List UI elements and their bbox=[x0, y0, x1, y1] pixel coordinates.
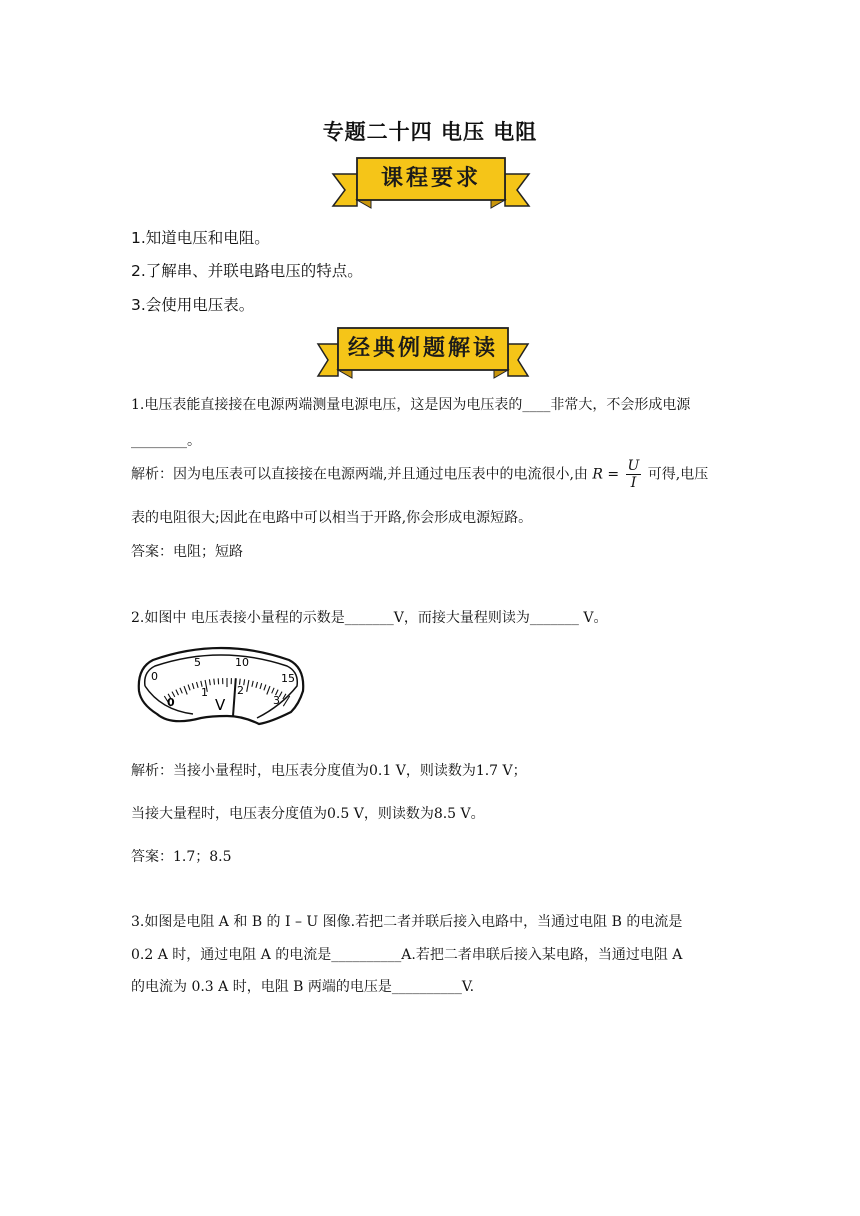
q3-question-cont: 0.2 A 时，通过电阻 A 的电流是__________A.若把二者串联后接入某电路，当通过电阻 A bbox=[131, 947, 683, 963]
q2-analysis: 解析：当接小量程时，电压表分度值为0.1 V，则读数为1.7 V； bbox=[131, 763, 527, 779]
q1-question-cont: ________。 bbox=[131, 433, 201, 449]
q2-question: 2.如图中 电压表接小量程的示数是_______V，而接大量程则读为_______ V。 bbox=[131, 610, 608, 626]
formula-numerator: U bbox=[627, 458, 640, 474]
q1-analysis bbox=[131, 458, 708, 491]
scale-label-big: 5 bbox=[194, 656, 201, 669]
formula-denominator: I bbox=[630, 475, 637, 491]
q1-analysis-text-end: 可得,电压 bbox=[643, 466, 709, 483]
scale-label-small: 3 bbox=[273, 694, 280, 707]
q3-question-cont: 的电流为 0.3 A 时，电阻 B 两端的电压是__________V. bbox=[131, 979, 475, 995]
q1-analysis-text: 解析：因为电压表可以直接接在电源两端,并且通过电压表中的电流很小,由 bbox=[131, 466, 593, 483]
scale-label-big: 10 bbox=[235, 656, 249, 669]
formula-r: R bbox=[592, 466, 603, 483]
scale-label-big: 15 bbox=[281, 672, 295, 685]
unit-label: V bbox=[215, 696, 226, 714]
q3-question: 3.如图是电阻 A 和 B 的 I – U 图像.若把二者并联后接入电路中，当通过电阻 B 的电流是 bbox=[131, 914, 683, 930]
scale-label-big: 0 bbox=[151, 670, 158, 683]
scale-label-small: 1 bbox=[201, 686, 208, 699]
examples-banner bbox=[316, 326, 530, 382]
examples-banner-label: 经典例题解读 bbox=[347, 336, 498, 361]
formula-fraction bbox=[626, 458, 642, 491]
q1-answer: 答案：电阻；短路 bbox=[131, 544, 243, 560]
voltmeter-dial bbox=[131, 646, 311, 736]
requirement-item: 2.了解串、并联电路电压的特点。 bbox=[131, 262, 363, 280]
scale-label-small: 0 bbox=[167, 696, 175, 709]
q1-analysis-cont: 表的电阻很大;因此在电路中可以相当于开路,你会形成电源短路。 bbox=[131, 510, 533, 526]
page-title: 专题二十四 电压 电阻 bbox=[322, 120, 538, 144]
requirement-item: 1.知道电压和电阻。 bbox=[131, 229, 270, 247]
formula-equals: = bbox=[602, 466, 624, 483]
voltmeter-figure bbox=[131, 646, 311, 736]
scale-label-small: 2 bbox=[237, 684, 244, 697]
q2-analysis-cont: 当接大量程时，电压表分度值为0.5 V，则读数为8.5 V。 bbox=[131, 806, 485, 822]
q2-answer: 答案：1.7；8.5 bbox=[131, 849, 232, 865]
requirement-item: 3.会使用电压表。 bbox=[131, 296, 255, 314]
q1-question: 1.电压表能直接接在电源两端测量电源电压，这是因为电压表的____非常大，不会形成电源 bbox=[131, 397, 691, 413]
requirements-banner bbox=[331, 156, 531, 212]
scale-tick bbox=[214, 679, 215, 685]
requirements-banner-label: 课程要求 bbox=[380, 166, 481, 191]
